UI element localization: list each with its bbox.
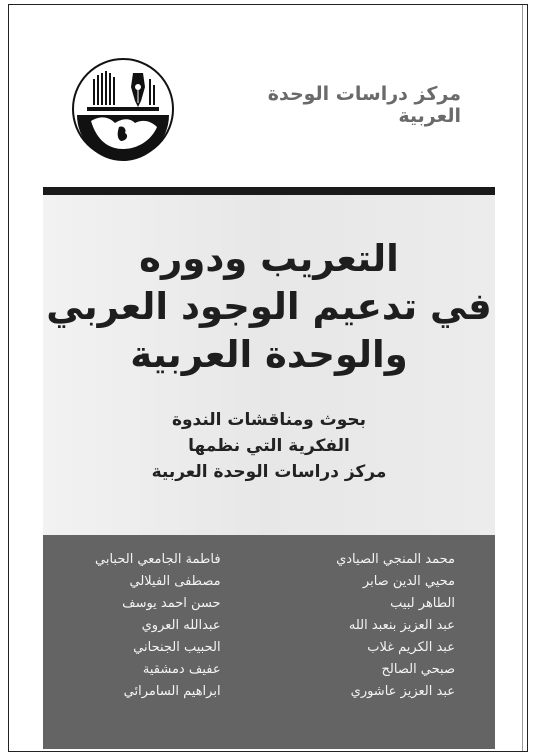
- authors-panel: [43, 535, 495, 749]
- author-name: عبد العزيز عاشوري: [350, 684, 455, 699]
- book-title: [43, 235, 495, 379]
- title-rule: [43, 187, 495, 195]
- authors-column-left: [95, 549, 221, 703]
- subtitle-line: الفكرية التي نظمها: [188, 436, 350, 456]
- subtitle-line: بحوث ومناقشات الندوة: [171, 410, 367, 430]
- author-name: صبحي الصالح: [381, 662, 455, 677]
- book-cover: [8, 4, 528, 752]
- author-name: عبدالله العروي: [141, 618, 221, 633]
- author-name: محمد المنجي الصيادي: [336, 552, 455, 567]
- title-panel: [43, 195, 495, 535]
- author-name: الطاهر لبيب: [390, 596, 455, 611]
- title-line: في تدعيم الوجود العربي: [46, 285, 492, 328]
- author-name: الحبيب الجنحاني: [133, 640, 221, 655]
- author-name: ابراهيم السامرائي: [123, 684, 221, 699]
- author-name: مصطفى الفيلالي: [129, 574, 221, 589]
- title-line: التعريب ودوره: [139, 237, 399, 280]
- authors-grid: [43, 549, 495, 703]
- title-line: والوحدة العربية: [130, 333, 408, 376]
- publisher-name: مركز دراسات الوحدة العربية: [267, 83, 461, 127]
- author-name: فاطمة الجامعي الحبابي: [95, 552, 221, 567]
- author-name: حسن احمد يوسف: [122, 596, 221, 611]
- author-name: عفيف دمشقية: [142, 662, 221, 677]
- page-edge: [522, 5, 523, 751]
- publisher-logo-icon: [71, 57, 175, 161]
- authors-column-right: [336, 549, 455, 703]
- subtitle-line: مركز دراسات الوحدة العربية: [151, 462, 387, 482]
- author-name: عبد الكريم غلاب: [367, 640, 455, 655]
- author-name: محيي الدين صابر: [362, 574, 455, 589]
- book-subtitle: [43, 407, 495, 485]
- author-name: عبد العزيز بنعبد الله: [348, 618, 455, 633]
